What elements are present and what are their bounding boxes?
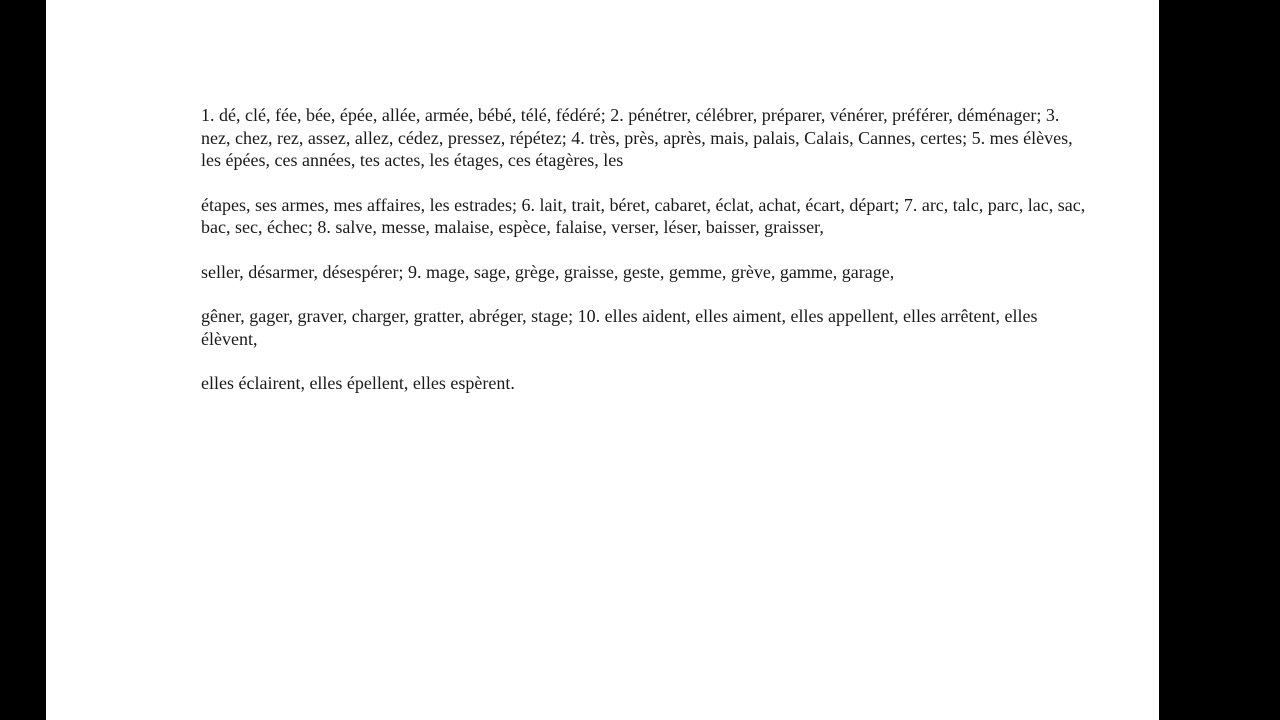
paragraph-2: étapes, ses armes, mes affaires, les estrades; 6. lait, trait, béret, cabaret, éclat, achat, écart, départ; 7. arc, talc, parc, lac, sac, bac, sec, échec; 8. salve, messe, malaise, espèce, falaise, verser, léser, baisser, graisser, <box>201 194 1086 237</box>
paragraph-1: 1. dé, clé, fée, bée, épée, allée, armée, bébé, télé, fédéré; 2. pénétrer, célébrer, préparer, vénérer, préférer, déménager; 3. nez, chez, rez, assez, allez, cédez, pressez, répétez; 4. très, près, après, mais, palais, Calais, Cannes, certes; 5. mes élèves, les épées, ces années, tes actes, les étages, ces étagères, les <box>201 105 1073 170</box>
document-page <box>46 0 1159 720</box>
paragraph-5: elles éclairent, elles épellent, elles espèrent. <box>201 373 515 393</box>
document-body <box>201 104 1091 417</box>
paragraph-4: gêner, gager, graver, charger, gratter, abréger, stage; 10. elles aident, elles aiment, elles appellent, elles arrêtent, elles élèvent, <box>201 306 1038 349</box>
paragraph-3: seller, désarmer, désespérer; 9. mage, sage, grège, graisse, geste, gemme, grève, gamme, garage, <box>201 261 895 282</box>
